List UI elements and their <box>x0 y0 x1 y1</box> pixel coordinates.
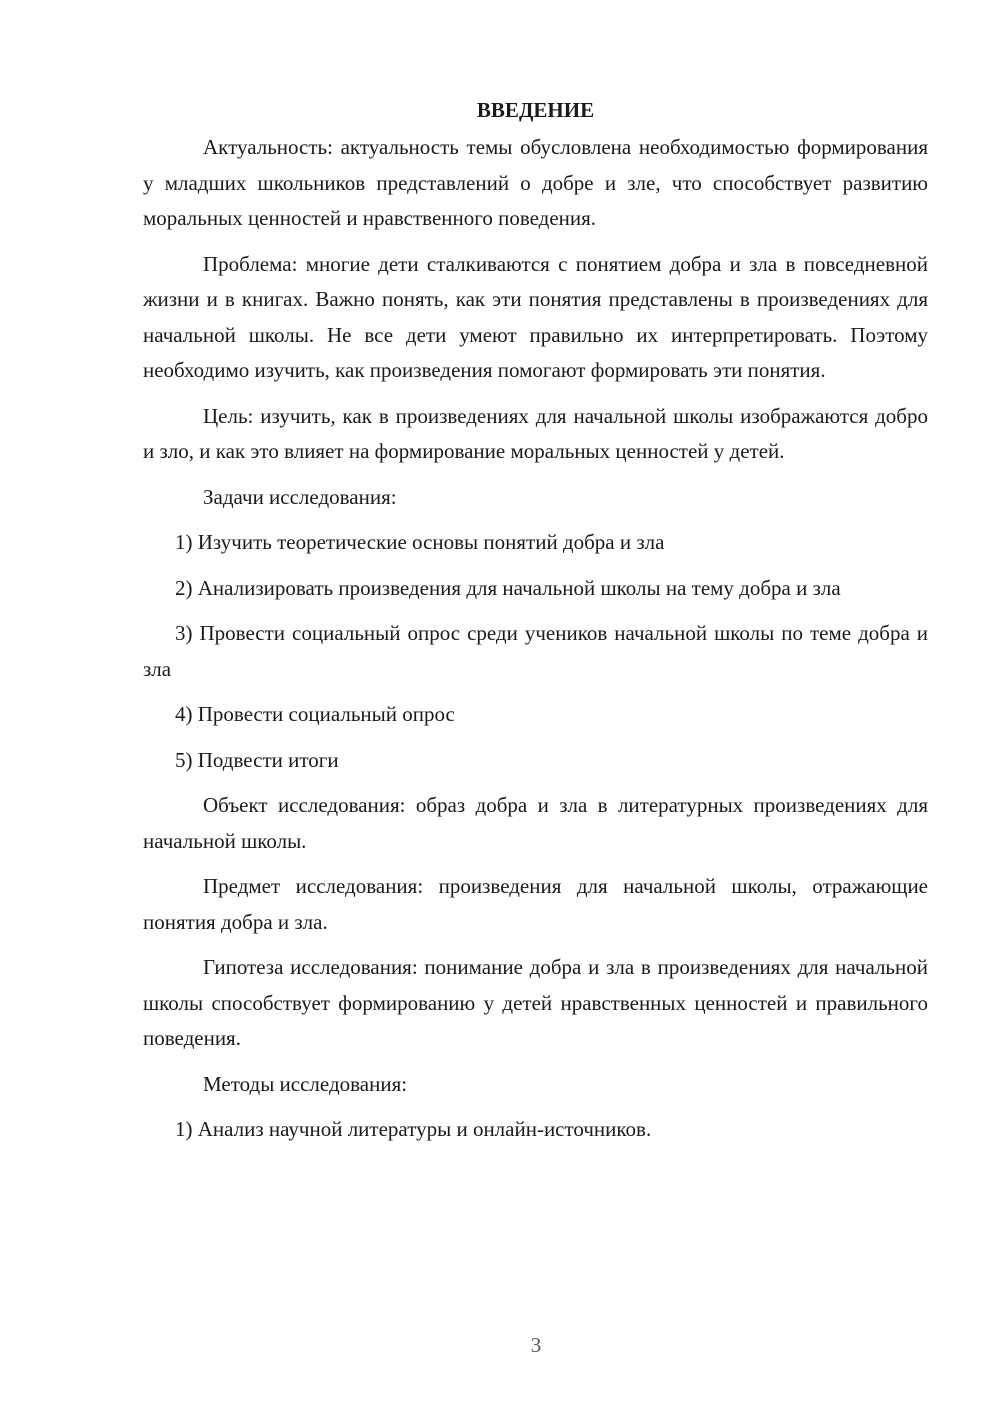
relevance-paragraph: Актуальность: актуальность темы обусловлена необходимостью формирования у младших школьников представлений о добре и зле, что способствует развитию моральных ценностей и нравственного поведения. <box>143 135 928 230</box>
task-item-1: 1) Изучить теоретические основы понятий добра и зла <box>175 530 665 554</box>
problem-paragraph: Проблема: многие дети сталкиваются с понятием добра и зла в повседневной жизни и в книгах. Важно понять, как эти понятия представлены в произведениях для начальной школы. Не все дети умеют правильно их интерпретировать. Поэтому необходимо изучить, как произведения помогают формировать эти понятия. <box>143 251 928 382</box>
hypothesis-paragraph: Гипотеза исследования: понимание добра и зла в произведениях для начальной школы способствует формированию у детей нравственных ценностей и правильного поведения. <box>143 955 928 1050</box>
document-page <box>143 92 928 1158</box>
tasks-title: Задачи исследования: <box>203 484 397 509</box>
task-item-2: 2) Анализировать произведения для начальной школы на тему добра и зла <box>175 575 841 600</box>
task-item-5: 5) Подвести итоги <box>175 747 339 772</box>
subject-paragraph: Предмет исследования: произведения для начальной школы, отражающие понятия добра и зла. <box>143 874 928 934</box>
task-item-4: 4) Провести социальный опрос <box>175 702 455 726</box>
goal-paragraph: Цель: изучить, как в произведениях для начальной школы изображаются добро и зло, и как это влияет на формирование моральных ценностей у детей. <box>143 403 928 463</box>
method-item-1: 1) Анализ научной литературы и онлайн-источников. <box>175 1117 652 1141</box>
methods-title: Методы исследования: <box>203 1071 408 1096</box>
section-heading: ВВЕДЕНИЕ <box>476 98 595 122</box>
task-item-3: 3) Провести социальный опрос среди учеников начальной школы по теме добра и зла <box>143 621 928 681</box>
object-paragraph: Объект исследования: образ добра и зла в литературных произведениях для начальной школы. <box>143 793 928 853</box>
page-number: 3 <box>530 1333 542 1357</box>
